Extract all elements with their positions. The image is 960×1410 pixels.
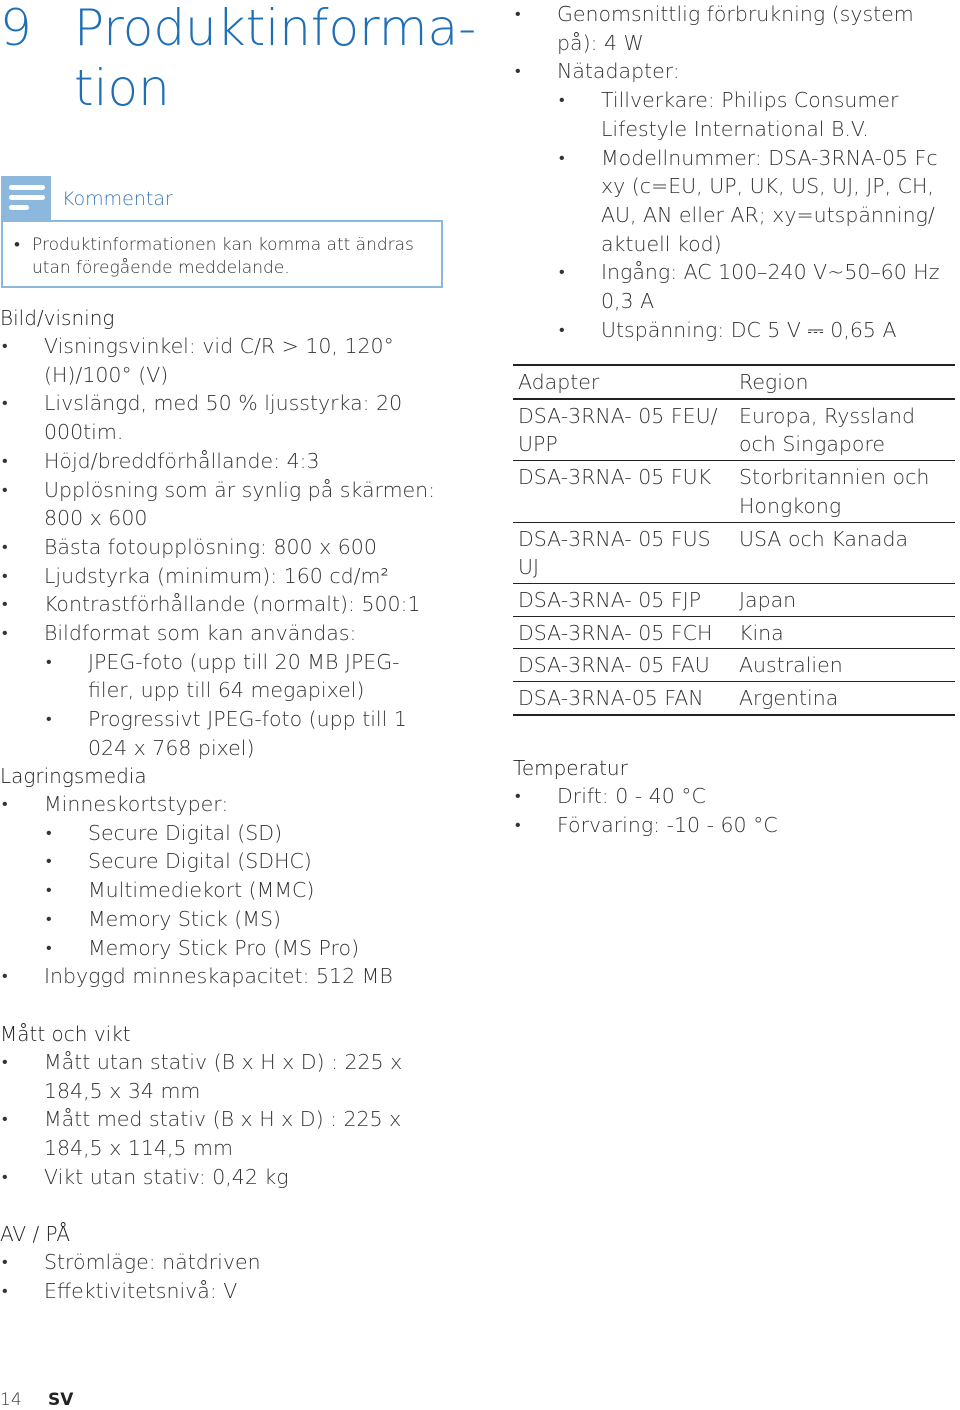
table-row — [513, 399, 955, 461]
sub-list-item: • Ingång: AC 100–240 V~50–60 Hz 0,3 A — [513, 258, 943, 315]
table-row — [513, 461, 955, 522]
note-label: Kommentar — [62, 188, 173, 210]
section-heading: AV / PÅ — [0, 1222, 70, 1246]
list-item: • Mått utan stativ (B x H x D) : 225 x 184,5 x 34 mm — [0, 1048, 445, 1105]
section-heading: Bild/visning — [0, 306, 115, 330]
power-list — [0, 1248, 445, 1305]
sub-list-item: • Utspänning: DC 5 V ⎓ 0,65 A — [513, 316, 943, 345]
region-cell: Australien — [739, 653, 843, 678]
table-header-cell: Adapter — [518, 370, 600, 394]
list-item: • Strömläge: nätdriven — [0, 1248, 445, 1277]
list-item: • Upplösning som är synlig på skärmen: 800 x 600 — [0, 476, 445, 533]
region-cell: Kina — [739, 620, 784, 645]
adapter-table — [513, 364, 955, 716]
region-cell: Japan — [739, 587, 797, 612]
section-heading: Temperatur — [513, 756, 628, 780]
adapter-cell: DSA-3RNA- 05 FEU/ UPP — [518, 403, 718, 457]
list-item: • Ljudstyrka (minimum): 160 cd/m² — [0, 562, 445, 591]
storage-section — [0, 762, 460, 991]
chapter-title-line: tion — [74, 59, 170, 117]
list-item: • Visningsvinkel: vid C/R > 10, 120° (H)/100° (V) — [0, 332, 445, 389]
storage-list — [0, 790, 445, 991]
adapter-cell: DSA-3RNA- 05 FJP — [518, 587, 702, 612]
sub-list-item: • Memory Stick Pro (MS Pro) — [0, 934, 445, 963]
list-item: • Bästa fotoupplösning: 800 x 600 — [0, 533, 445, 562]
region-cell: Storbritannien och Hongkong — [739, 465, 930, 518]
section-heading: Mått och vikt — [0, 1022, 131, 1046]
chapter-title — [74, 0, 477, 118]
sub-list-item: • Tillverkare: Philips Consumer Lifestyle International B.V. — [513, 86, 943, 143]
sub-list-item: • Secure Digital (SD) — [0, 819, 445, 848]
sub-list-item: • Memory Stick (MS) — [0, 905, 445, 934]
list-item: • Minneskortstyper: — [0, 790, 445, 819]
power-right-list — [513, 0, 943, 344]
display-section — [0, 304, 460, 763]
list-item: • Drift: 0 - 40 °C — [513, 782, 943, 811]
list-item: • Inbyggd minneskapacitet: 512 MB — [0, 962, 445, 991]
note-text: • Produktinformationen kan komma att ändras utan föregående meddelande. — [14, 235, 414, 278]
list-item: • Höjd/breddförhållande: 4:3 — [0, 447, 445, 476]
table-header-row — [513, 365, 955, 399]
section-heading: Lagringsmedia — [0, 764, 147, 788]
list-item: • Nätadapter: — [513, 57, 943, 86]
power-right-section — [513, 0, 953, 344]
adapter-table-section — [513, 364, 953, 716]
sub-list-item: • Modellnummer: DSA-3RNA-05 Fc xy (c=EU, UP, UK, US, UJ, JP, CH, AU, AN eller AR; xy=utspänning/ aktuell kod) — [513, 144, 943, 259]
adapter-cell: DSA-3RNA- 05 FAU — [518, 653, 710, 678]
dimensions-list — [0, 1048, 445, 1192]
dimensions-section — [0, 1020, 460, 1192]
table-row — [513, 649, 955, 682]
sub-list-item: • JPEG-foto (upp till 20 MB JPEG-filer, upp till 64 megapixel) — [0, 648, 445, 705]
note-icon — [1, 176, 51, 220]
sub-list-item: • Secure Digital (SDHC) — [0, 847, 445, 876]
list-item: • Förvaring: -10 - 60 °C — [513, 811, 943, 840]
list-item: • Effektivitetsnivå: V — [0, 1277, 445, 1306]
temperature-list — [513, 782, 943, 839]
region-cell: Europa, Ryssland och Singapore — [739, 403, 915, 457]
list-item: • Genomsnittlig förbrukning (system på): 4 W — [513, 0, 943, 57]
chapter-number: 9 — [0, 0, 32, 57]
table-header-cell: Region — [739, 370, 809, 394]
language-code: SV — [48, 1390, 74, 1410]
display-list — [0, 332, 445, 763]
adapter-cell: DSA-3RNA-05 FAN — [518, 686, 704, 711]
power-section — [0, 1220, 460, 1305]
sub-list-item: • Multimediekort (MMC) — [0, 876, 445, 905]
chapter-title-line: Produktinforma- — [74, 0, 477, 57]
table-row — [513, 583, 955, 616]
bullet-icon: • — [14, 235, 20, 255]
adapter-cell: DSA-3RNA- 05 FUK — [518, 465, 712, 490]
table-row — [513, 616, 955, 649]
temperature-section — [513, 754, 953, 839]
region-cell: USA och Kanada — [739, 526, 909, 551]
list-item: • Mått med stativ (B x H x D) : 225 x 184,5 x 114,5 mm — [0, 1105, 445, 1162]
table-row — [513, 682, 955, 715]
page-number: 14 — [0, 1390, 22, 1410]
list-item: • Bildformat som kan användas: — [0, 619, 445, 648]
region-cell: Argentina — [739, 686, 839, 711]
sub-list-item: • Progressivt JPEG-foto (upp till 1 024 x 768 pixel) — [0, 705, 445, 762]
adapter-cell: DSA-3RNA- 05 FUS UJ — [518, 526, 711, 580]
adapter-cell: DSA-3RNA- 05 FCH — [518, 620, 713, 645]
table-row — [513, 522, 955, 583]
list-item: • Livslängd, med 50 % ljusstyrka: 20 000tim. — [0, 389, 445, 446]
list-item: • Vikt utan stativ: 0,42 kg — [0, 1163, 445, 1192]
list-item: • Kontrastförhållande (normalt): 500:1 — [0, 590, 445, 619]
